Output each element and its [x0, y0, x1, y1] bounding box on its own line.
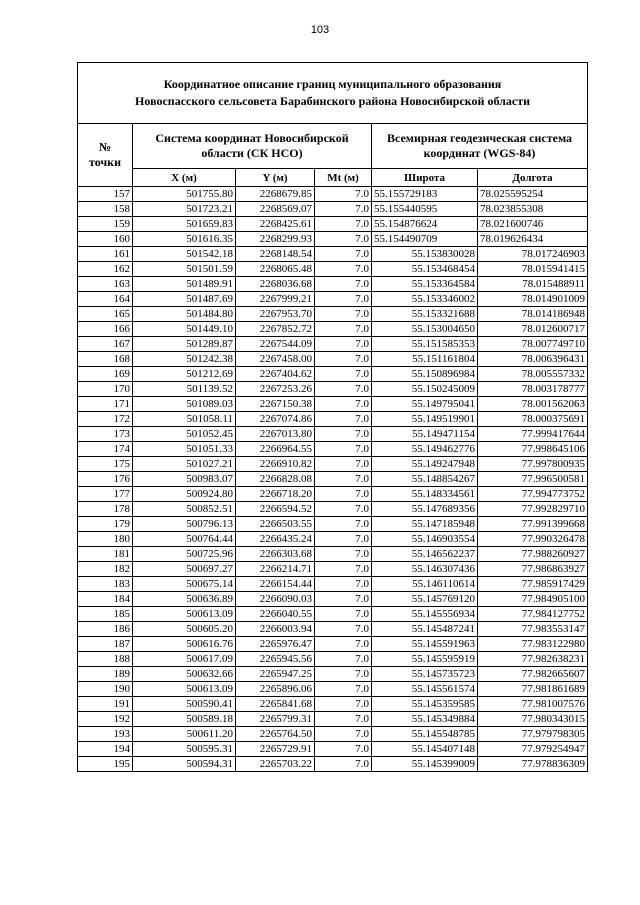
mt-cell: 7.0: [315, 502, 372, 517]
x-cell: 500764.44: [133, 532, 236, 547]
longitude-cell: 78.000375691: [478, 412, 588, 427]
y-cell: 2268425.61: [236, 217, 315, 232]
mt-cell: 7.0: [315, 637, 372, 652]
latitude-cell: 55.153468454: [372, 262, 478, 277]
mt-cell: 7.0: [315, 487, 372, 502]
point-number-cell: 183: [78, 577, 133, 592]
y-cell: 2266435.24: [236, 532, 315, 547]
point-number-cell: 175: [78, 457, 133, 472]
longitude-cell: 78.025595254: [478, 187, 588, 202]
longitude-cell: 77.985917429: [478, 577, 588, 592]
mt-cell: 7.0: [315, 187, 372, 202]
mt-cell: 7.0: [315, 397, 372, 412]
latitude-cell: 55.145487241: [372, 622, 478, 637]
longitude-cell: 77.982665607: [478, 667, 588, 682]
y-cell: 2265729.91: [236, 742, 315, 757]
table-row: [78, 652, 588, 667]
point-number-symbol: №: [98, 140, 112, 154]
mt-cell: 7.0: [315, 427, 372, 442]
point-number-cell: 178: [78, 502, 133, 517]
table-row: [78, 607, 588, 622]
table-title: [78, 63, 588, 124]
x-cell: 500605.20: [133, 622, 236, 637]
mt-cell: 7.0: [315, 532, 372, 547]
table-row: [78, 682, 588, 697]
mt-cell: 7.0: [315, 517, 372, 532]
y-cell: 2265945.56: [236, 652, 315, 667]
longitude-cell: 78.003178777: [478, 382, 588, 397]
longitude-cell: 77.979254947: [478, 742, 588, 757]
longitude-cell: 78.006396431: [478, 352, 588, 367]
table-row: [78, 472, 588, 487]
x-cell: 501289.87: [133, 337, 236, 352]
longitude-cell: 77.981007576: [478, 697, 588, 712]
latitude-cell: 55.151585353: [372, 337, 478, 352]
mt-cell: 7.0: [315, 742, 372, 757]
x-cell: 501058.11: [133, 412, 236, 427]
table-row: [78, 517, 588, 532]
table-row: [78, 277, 588, 292]
longitude-cell: 77.992829710: [478, 502, 588, 517]
latitude-cell: 55.146110614: [372, 577, 478, 592]
point-number-cell: 159: [78, 217, 133, 232]
x-cell: 500595.31: [133, 742, 236, 757]
y-cell: 2265703.22: [236, 757, 315, 772]
longitude-cell: 78.005557332: [478, 367, 588, 382]
mt-cell: 7.0: [315, 592, 372, 607]
latitude-cell: 55.149471154: [372, 427, 478, 442]
title-line-1: Координатное описание границ муниципального образования: [163, 77, 502, 91]
mt-cell: 7.0: [315, 412, 372, 427]
y-cell: 2267544.09: [236, 337, 315, 352]
latitude-cell: 55.145769120: [372, 592, 478, 607]
point-number-cell: 162: [78, 262, 133, 277]
mt-cell: 7.0: [315, 652, 372, 667]
table-row: [78, 547, 588, 562]
y-cell: 2265947.25: [236, 667, 315, 682]
point-number-cell: 161: [78, 247, 133, 262]
table-row: [78, 367, 588, 382]
longitude-cell: 78.023855308: [478, 202, 588, 217]
table-row: [78, 487, 588, 502]
table-row: [78, 697, 588, 712]
point-number-cell: 170: [78, 382, 133, 397]
y-cell: 2265896.06: [236, 682, 315, 697]
mt-cell: 7.0: [315, 277, 372, 292]
x-cell: 501089.03: [133, 397, 236, 412]
x-cell: 500589.18: [133, 712, 236, 727]
y-cell: 2268036.68: [236, 277, 315, 292]
y-cell: 2266503.55: [236, 517, 315, 532]
y-cell: 2266214.71: [236, 562, 315, 577]
table-body: [78, 187, 588, 772]
y-cell: 2267253.26: [236, 382, 315, 397]
y-cell: 2266964.55: [236, 442, 315, 457]
point-number-cell: 193: [78, 727, 133, 742]
point-number-cell: 160: [78, 232, 133, 247]
y-cell: 2267953.70: [236, 307, 315, 322]
longitude-cell: 77.996500581: [478, 472, 588, 487]
x-cell: 501242.38: [133, 352, 236, 367]
y-cell: 2265976.47: [236, 637, 315, 652]
mt-cell: 7.0: [315, 457, 372, 472]
y-cell: 2268148.54: [236, 247, 315, 262]
table-row: [78, 412, 588, 427]
point-number-cell: 184: [78, 592, 133, 607]
y-cell: 2266003.94: [236, 622, 315, 637]
x-cell: 500924.80: [133, 487, 236, 502]
point-number-cell: 180: [78, 532, 133, 547]
longitude-cell: 77.997800935: [478, 457, 588, 472]
table-row: [78, 742, 588, 757]
latitude-cell: 55.154490709: [372, 232, 478, 247]
latitude-cell: 55.145561574: [372, 682, 478, 697]
latitude-cell: 55.146307436: [372, 562, 478, 577]
x-cell: 501542.18: [133, 247, 236, 262]
x-cell: 500617.09: [133, 652, 236, 667]
latitude-cell: 55.155729183: [372, 187, 478, 202]
longitude-cell: 77.984127752: [478, 607, 588, 622]
y-header: Y (м): [236, 169, 315, 187]
point-number-cell: 177: [78, 487, 133, 502]
point-number-cell: 168: [78, 352, 133, 367]
latitude-cell: 55.145349884: [372, 712, 478, 727]
table-row: [78, 232, 588, 247]
x-cell: 500697.27: [133, 562, 236, 577]
mt-cell: 7.0: [315, 262, 372, 277]
table-row: [78, 592, 588, 607]
point-number-cell: 165: [78, 307, 133, 322]
x-cell: 501489.91: [133, 277, 236, 292]
latitude-cell: 55.153004650: [372, 322, 478, 337]
longitude-cell: 77.991399668: [478, 517, 588, 532]
latitude-cell: 55.145595919: [372, 652, 478, 667]
x-cell: 500590.41: [133, 697, 236, 712]
y-cell: 2267999.21: [236, 292, 315, 307]
x-cell: 501027.21: [133, 457, 236, 472]
point-number-cell: 195: [78, 757, 133, 772]
point-number-cell: 163: [78, 277, 133, 292]
x-header: X (м): [133, 169, 236, 187]
x-cell: 500613.09: [133, 682, 236, 697]
point-number-cell: 167: [78, 337, 133, 352]
table-row: [78, 397, 588, 412]
mt-cell: 7.0: [315, 322, 372, 337]
point-number-cell: 164: [78, 292, 133, 307]
longitude-cell: 78.015488911: [478, 277, 588, 292]
latitude-cell: 55.145399009: [372, 757, 478, 772]
y-cell: 2267074.86: [236, 412, 315, 427]
y-cell: 2265799.31: [236, 712, 315, 727]
x-cell: 500616.76: [133, 637, 236, 652]
longitude-cell: 78.015941415: [478, 262, 588, 277]
mt-header: Mt (м): [315, 169, 372, 187]
x-cell: 501723.21: [133, 202, 236, 217]
mt-cell: 7.0: [315, 547, 372, 562]
mt-cell: 7.0: [315, 622, 372, 637]
latitude-cell: 55.148854267: [372, 472, 478, 487]
mt-cell: 7.0: [315, 292, 372, 307]
y-cell: 2268569.07: [236, 202, 315, 217]
y-cell: 2266910.82: [236, 457, 315, 472]
point-number-cell: 158: [78, 202, 133, 217]
title-line-2: Новоспасского сельсовета Барабинского района Новосибирской области: [135, 94, 531, 108]
table-row: [78, 352, 588, 367]
x-cell: 500594.31: [133, 757, 236, 772]
mt-cell: 7.0: [315, 337, 372, 352]
point-number-cell: 186: [78, 622, 133, 637]
y-cell: 2266090.03: [236, 592, 315, 607]
table-row: [78, 337, 588, 352]
y-cell: 2267150.38: [236, 397, 315, 412]
longitude-cell: 77.986863927: [478, 562, 588, 577]
table-row: [78, 322, 588, 337]
mt-cell: 7.0: [315, 232, 372, 247]
latitude-cell: 55.147185948: [372, 517, 478, 532]
longitude-cell: 77.978836309: [478, 757, 588, 772]
x-cell: 501484.80: [133, 307, 236, 322]
table-row: [78, 262, 588, 277]
longitude-cell: 78.012600717: [478, 322, 588, 337]
latitude-cell: 55.146562237: [372, 547, 478, 562]
x-cell: 501139.52: [133, 382, 236, 397]
latitude-cell: 55.145735723: [372, 667, 478, 682]
point-number-cell: 174: [78, 442, 133, 457]
point-number-cell: 173: [78, 427, 133, 442]
x-cell: 501051.33: [133, 442, 236, 457]
x-cell: 501449.10: [133, 322, 236, 337]
longitude-cell: 78.014901009: [478, 292, 588, 307]
mt-cell: 7.0: [315, 217, 372, 232]
mt-cell: 7.0: [315, 382, 372, 397]
longitude-cell: 78.001562063: [478, 397, 588, 412]
latitude-cell: 55.155440595: [372, 202, 478, 217]
x-cell: 500613.09: [133, 607, 236, 622]
table-row: [78, 637, 588, 652]
table-row: [78, 217, 588, 232]
latitude-cell: 55.149247948: [372, 457, 478, 472]
y-cell: 2268679.85: [236, 187, 315, 202]
latitude-header: Широта: [372, 169, 478, 187]
y-cell: 2268065.48: [236, 262, 315, 277]
point-number-cell: 181: [78, 547, 133, 562]
latitude-cell: 55.149795041: [372, 397, 478, 412]
y-cell: 2265841.68: [236, 697, 315, 712]
latitude-cell: 55.146903554: [372, 532, 478, 547]
y-cell: 2267404.62: [236, 367, 315, 382]
local-system-header: Система координат Новосибирской области (СК НСО): [133, 124, 372, 169]
y-cell: 2266154.44: [236, 577, 315, 592]
table-row: [78, 562, 588, 577]
mt-cell: 7.0: [315, 202, 372, 217]
latitude-cell: 55.153364584: [372, 277, 478, 292]
point-number-cell: 189: [78, 667, 133, 682]
point-number-cell: 194: [78, 742, 133, 757]
x-cell: 501212.69: [133, 367, 236, 382]
x-cell: 501755.80: [133, 187, 236, 202]
longitude-cell: 77.980343015: [478, 712, 588, 727]
table-row: [78, 667, 588, 682]
latitude-cell: 55.150896984: [372, 367, 478, 382]
point-number-cell: 179: [78, 517, 133, 532]
point-number-cell: 182: [78, 562, 133, 577]
table-row: [78, 247, 588, 262]
longitude-cell: 77.983122980: [478, 637, 588, 652]
longitude-cell: 77.979798305: [478, 727, 588, 742]
y-cell: 2267852.72: [236, 322, 315, 337]
latitude-cell: 55.145556934: [372, 607, 478, 622]
longitude-cell: 77.998645106: [478, 442, 588, 457]
table-row: [78, 382, 588, 397]
longitude-cell: 77.981861689: [478, 682, 588, 697]
y-cell: 2268299.93: [236, 232, 315, 247]
mt-cell: 7.0: [315, 757, 372, 772]
wgs-system-header: Всемирная геодезическая система координат (WGS-84): [372, 124, 588, 169]
y-cell: 2265764.50: [236, 727, 315, 742]
longitude-cell: 77.999417644: [478, 427, 588, 442]
latitude-cell: 55.151161804: [372, 352, 478, 367]
mt-cell: 7.0: [315, 667, 372, 682]
table-row: [78, 712, 588, 727]
longitude-cell: 78.017246903: [478, 247, 588, 262]
latitude-cell: 55.147689356: [372, 502, 478, 517]
x-cell: 500632.66: [133, 667, 236, 682]
x-cell: 500675.14: [133, 577, 236, 592]
latitude-cell: 55.153346002: [372, 292, 478, 307]
point-number-word: точки: [88, 155, 122, 169]
latitude-cell: 55.154876624: [372, 217, 478, 232]
point-number-cell: 192: [78, 712, 133, 727]
longitude-cell: 78.021600746: [478, 217, 588, 232]
latitude-cell: 55.145407148: [372, 742, 478, 757]
y-cell: 2267013.80: [236, 427, 315, 442]
point-number-cell: 171: [78, 397, 133, 412]
coordinates-table: [77, 62, 588, 772]
longitude-cell: 78.014186948: [478, 307, 588, 322]
longitude-cell: 77.983553147: [478, 622, 588, 637]
mt-cell: 7.0: [315, 562, 372, 577]
point-number-cell: 187: [78, 637, 133, 652]
x-cell: 500983.07: [133, 472, 236, 487]
table-row: [78, 502, 588, 517]
point-number-cell: 157: [78, 187, 133, 202]
longitude-cell: 78.007749710: [478, 337, 588, 352]
mt-cell: 7.0: [315, 577, 372, 592]
mt-cell: 7.0: [315, 352, 372, 367]
table-row: [78, 442, 588, 457]
y-cell: 2266303.68: [236, 547, 315, 562]
longitude-cell: 77.990326478: [478, 532, 588, 547]
x-cell: 500725.96: [133, 547, 236, 562]
point-number-cell: 188: [78, 652, 133, 667]
table-row: [78, 532, 588, 547]
x-cell: 501487.69: [133, 292, 236, 307]
table-row: [78, 427, 588, 442]
latitude-cell: 55.149462776: [372, 442, 478, 457]
mt-cell: 7.0: [315, 727, 372, 742]
table-row: [78, 292, 588, 307]
point-number-header: [78, 124, 133, 187]
table-row: [78, 577, 588, 592]
point-number-cell: 191: [78, 697, 133, 712]
latitude-cell: 55.150245009: [372, 382, 478, 397]
table-row: [78, 307, 588, 322]
latitude-cell: 55.148334561: [372, 487, 478, 502]
table-row: [78, 727, 588, 742]
point-number-cell: 190: [78, 682, 133, 697]
mt-cell: 7.0: [315, 682, 372, 697]
mt-cell: 7.0: [315, 472, 372, 487]
longitude-cell: 77.984905100: [478, 592, 588, 607]
mt-cell: 7.0: [315, 607, 372, 622]
latitude-cell: 55.153830028: [372, 247, 478, 262]
point-number-cell: 166: [78, 322, 133, 337]
point-number-cell: 185: [78, 607, 133, 622]
x-cell: 501616.35: [133, 232, 236, 247]
table-row: [78, 457, 588, 472]
mt-cell: 7.0: [315, 712, 372, 727]
point-number-cell: 172: [78, 412, 133, 427]
table-row: [78, 757, 588, 772]
table-row: [78, 187, 588, 202]
longitude-cell: 77.988260927: [478, 547, 588, 562]
page-number: 103: [310, 24, 330, 36]
latitude-cell: 55.149519901: [372, 412, 478, 427]
latitude-cell: 55.145359585: [372, 697, 478, 712]
y-cell: 2266040.55: [236, 607, 315, 622]
mt-cell: 7.0: [315, 307, 372, 322]
x-cell: 500796.13: [133, 517, 236, 532]
latitude-cell: 55.145548785: [372, 727, 478, 742]
x-cell: 500611.20: [133, 727, 236, 742]
mt-cell: 7.0: [315, 367, 372, 382]
latitude-cell: 55.153321688: [372, 307, 478, 322]
x-cell: 500852.51: [133, 502, 236, 517]
table-row: [78, 622, 588, 637]
longitude-header: Долгота: [478, 169, 588, 187]
latitude-cell: 55.145591963: [372, 637, 478, 652]
x-cell: 501659.83: [133, 217, 236, 232]
x-cell: 501052.45: [133, 427, 236, 442]
point-number-cell: 169: [78, 367, 133, 382]
point-number-cell: 176: [78, 472, 133, 487]
table-row: [78, 202, 588, 217]
longitude-cell: 78.019626434: [478, 232, 588, 247]
x-cell: 500636.89: [133, 592, 236, 607]
y-cell: 2267458.00: [236, 352, 315, 367]
y-cell: 2266594.52: [236, 502, 315, 517]
mt-cell: 7.0: [315, 697, 372, 712]
y-cell: 2266718.20: [236, 487, 315, 502]
mt-cell: 7.0: [315, 442, 372, 457]
mt-cell: 7.0: [315, 247, 372, 262]
longitude-cell: 77.994773752: [478, 487, 588, 502]
x-cell: 501501.59: [133, 262, 236, 277]
longitude-cell: 77.982638231: [478, 652, 588, 667]
y-cell: 2266828.08: [236, 472, 315, 487]
